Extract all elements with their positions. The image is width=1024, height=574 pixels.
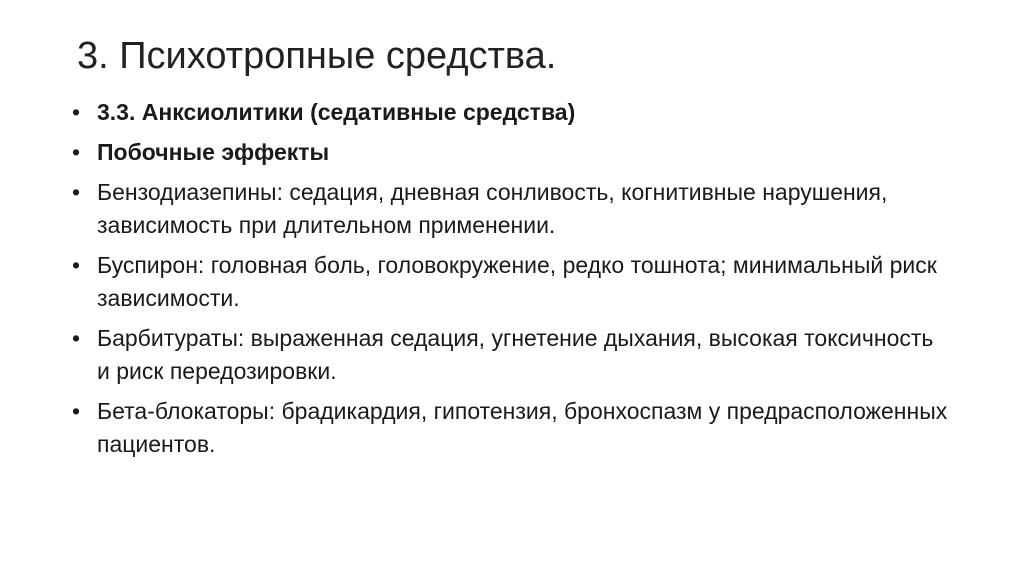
- bullet-text: 3.3. Анксиолитики (седативные средства): [97, 99, 576, 125]
- bullet-item: [72, 249, 952, 315]
- bullet-item: [72, 176, 952, 242]
- bullet-item: [72, 136, 952, 169]
- bullet-text: Бета-блокаторы: брадикардия, гипотензия, бронхоспазм у предрасположенных пациентов.: [97, 398, 948, 457]
- slide-title: 3. Психотропные средства.: [77, 35, 557, 77]
- bullet-text: Побочные эффекты: [97, 139, 330, 165]
- bullet-dot-icon: •: [72, 99, 81, 125]
- bullet-dot-icon: •: [72, 139, 81, 165]
- bullet-text: Бензодиазепины: седация, дневная сонливость, когнитивные нарушения, зависимость при длительном применении.: [97, 179, 888, 238]
- bullet-list: [72, 96, 952, 468]
- bullet-dot-icon: •: [72, 398, 81, 424]
- bullet-item: [72, 322, 952, 388]
- bullet-item: [72, 395, 952, 461]
- bullet-item: [72, 96, 952, 129]
- bullet-dot-icon: •: [72, 252, 81, 278]
- bullet-dot-icon: •: [72, 325, 81, 351]
- bullet-text: Буспирон: головная боль, головокружение, редко тошнота; минимальный риск зависимости.: [97, 252, 937, 311]
- bullet-text: Барбитураты: выраженная седация, угнетение дыхания, высокая токсичность и риск передозировки.: [97, 325, 934, 384]
- bullet-dot-icon: •: [72, 179, 81, 205]
